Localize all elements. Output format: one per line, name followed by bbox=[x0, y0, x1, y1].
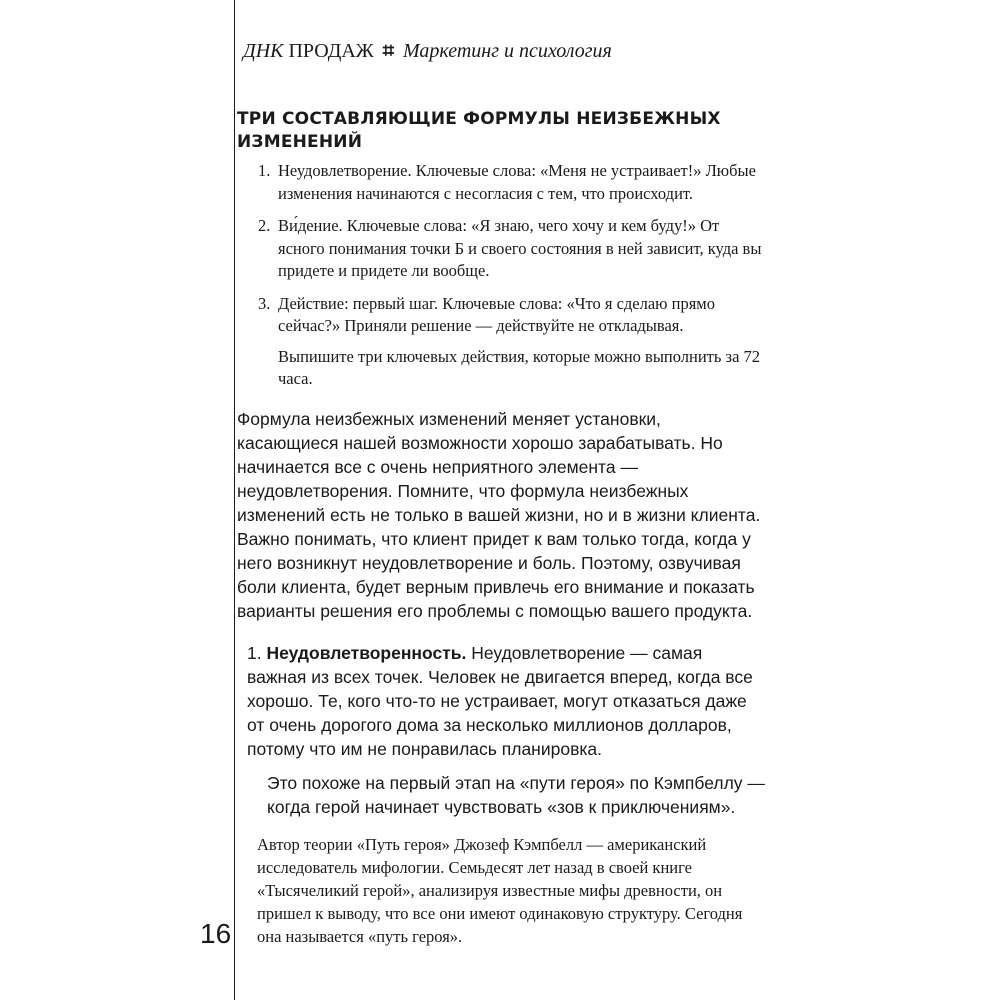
list-item-number: 2. bbox=[258, 216, 271, 235]
list-item-number: 1. bbox=[258, 161, 271, 180]
numbered-point-body: Неудовлетворение — самая важная из всех точек. Человек не двигается вперед, когда все хорошо. Те, кого что-то не устраивает, могут отказаться даже от очень дорогого дома за несколько миллионов долларов, потому что им не понравилась планировка. bbox=[247, 642, 753, 759]
header-book-title-caps: ПРОДАЖ bbox=[288, 40, 374, 62]
page-number: 16 bbox=[200, 918, 232, 949]
list-item-text: Неудовлетворение. Ключевые слова: «Меня не устраивает!» Любые изменения начинаются с несогласия с тем, что происходит. bbox=[278, 161, 756, 203]
list-item-text: Действие: первый шаг. Ключевые слова: «Что я сделаю прямо сейчас?» Приняли решение — действуйте не откладывая. bbox=[278, 293, 715, 335]
header-book-subtitle: Маркетинг и психология bbox=[402, 40, 612, 62]
list-item bbox=[237, 293, 765, 391]
numbered-point-lead: Неудовлетворенность. bbox=[266, 642, 467, 663]
list-item-text: Выпишите три ключевых действия, которые можно выполнить за 72 часа. bbox=[278, 346, 761, 388]
page-content bbox=[237, 108, 765, 948]
section-heading: ТРИ СОСТАВЛЯЮЩИЕ ФОРМУЛЫ НЕИЗБЕЖНЫХ ИЗМЕНЕНИЙ bbox=[237, 109, 721, 152]
running-header bbox=[243, 40, 763, 63]
quote-block: Автор теории «Путь героя» Джозеф Кэмпбелл — американский исследователь мифологии. Семьдесят лет назад в своей книге «Тысячеликий герой», анализируя известные мифы древности, он пришел к выводу, что все они имеют одинаковую структуру. Сегодня она называется «путь героя». bbox=[257, 834, 743, 946]
list-item bbox=[237, 160, 765, 205]
header-separator-icon: ⌗ bbox=[382, 40, 394, 62]
numbered-point-followup: Это похоже на первый этап на «пути героя» по Кэмпбеллу — когда герой начинает чувствовать «зов к приключениям». bbox=[267, 772, 765, 817]
header-book-title-lead: ДНК bbox=[243, 40, 289, 62]
list-item-number: 3. bbox=[258, 293, 271, 313]
numbered-point-text bbox=[247, 641, 765, 761]
numbered-point-number: 1. bbox=[247, 642, 262, 663]
components-list bbox=[237, 160, 765, 391]
body-paragraph: Формула неизбежных изменений меняет установки, касающиеся нашей возможности хорошо зарабатывать. Но начинается все с очень неприятного элемента — неудовлетворения. Помните, что формула неизбежных изменений есть не только в вашей жизни, но и в жизни клиента. Важно понимать, что клиент придет к вам только тогда, когда у него возникнут неудовлетворение и боль. Поэтому, озвучивая боли клиента, будет верным привлечь его внимание и показать варианты решения его проблемы с помощью вашего продукта. bbox=[237, 408, 761, 621]
numbered-point bbox=[237, 641, 765, 819]
list-item bbox=[237, 215, 765, 283]
margin-rule bbox=[234, 0, 235, 1000]
list-item-text: Ви́дение. Ключевые слова: «Я знаю, чего хочу и кем буду!» От ясного понимания точки Б и своего состояния в ней зависит, куда вы придете и придете ли вообще. bbox=[278, 216, 762, 280]
